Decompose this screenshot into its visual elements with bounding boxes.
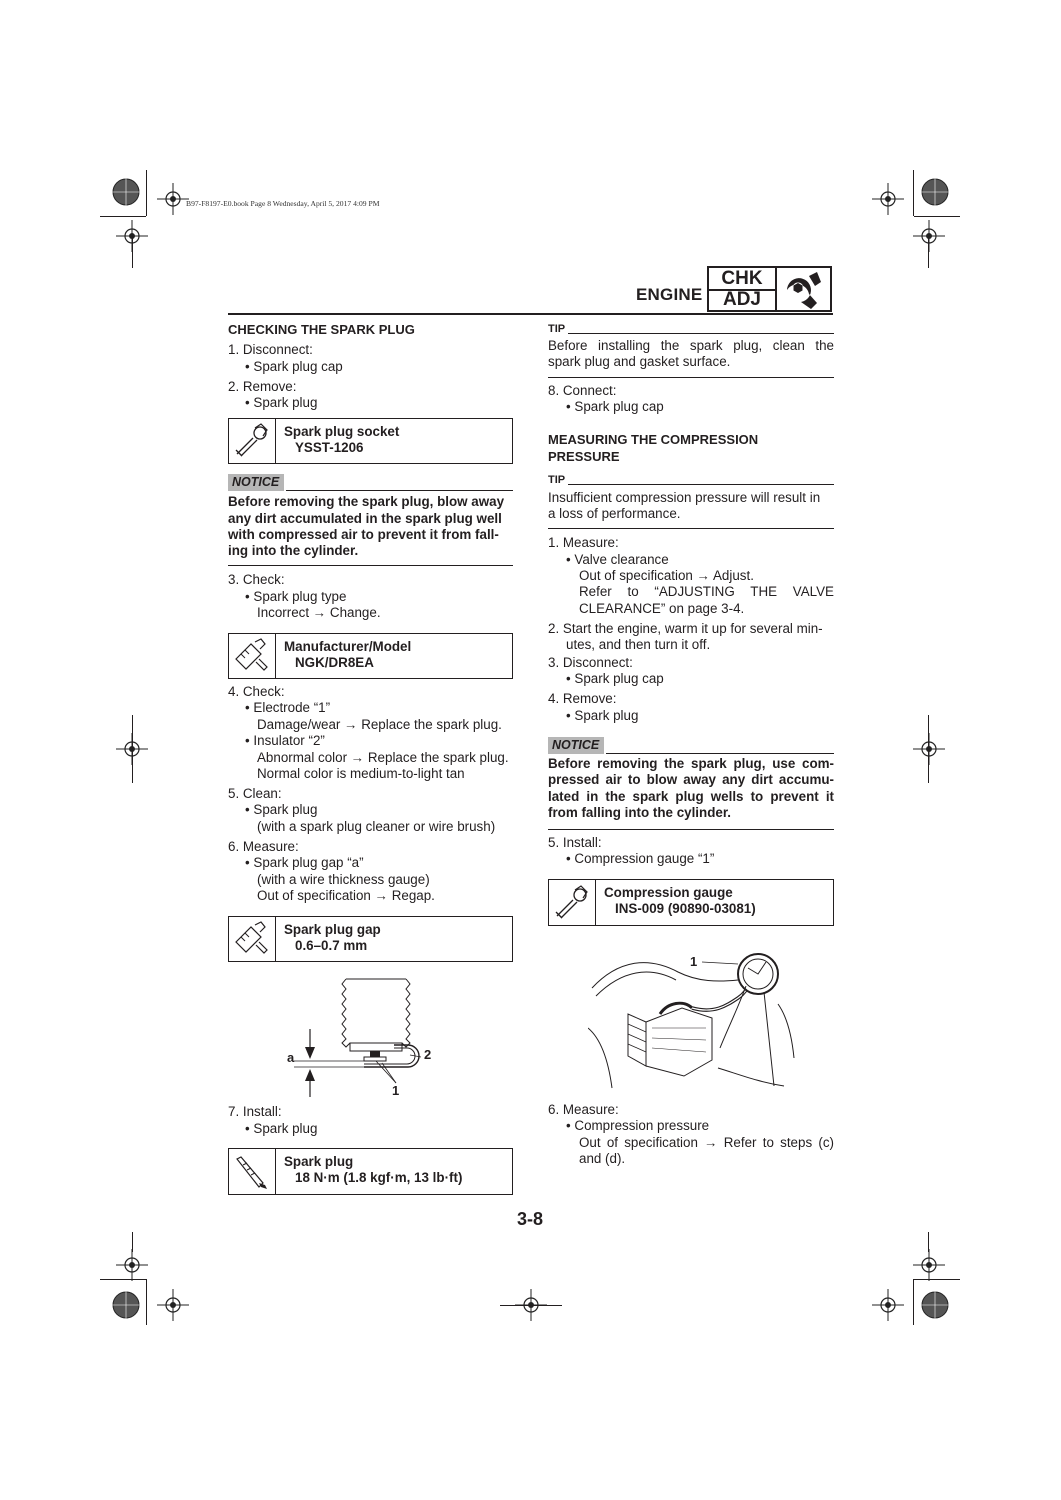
trim-line xyxy=(928,1232,929,1252)
step-5-detail: (with a spark plug cleaner or wire brush) xyxy=(257,819,496,834)
header-rule xyxy=(228,313,833,315)
registration-mark xyxy=(157,1289,189,1321)
notice-line: Before removing the spark plug, use com- xyxy=(548,756,834,771)
step-6-detail: and (d). xyxy=(579,1151,626,1166)
tip-label: TIP xyxy=(548,474,566,486)
registration-mark xyxy=(913,733,945,765)
step-7: 7. Install: xyxy=(228,1104,282,1119)
tip-line: Before installing the spark plug, clean the xyxy=(548,338,834,353)
step-3: 3. Check: xyxy=(228,572,285,587)
notice-header xyxy=(228,474,513,492)
tip-line: Insufficient compression pressure will result in xyxy=(548,490,821,505)
tip-end-rule xyxy=(548,377,834,378)
step-1-detail: CLEARANCE” on page 3-4. xyxy=(579,601,745,616)
compression-gauge-figure xyxy=(588,948,798,1090)
figure-label-2: 2 xyxy=(424,1047,432,1062)
spec-box-gauge xyxy=(548,879,834,926)
spec-value: NGK/DR8EA xyxy=(295,655,374,670)
notice-rule xyxy=(286,490,513,491)
step-6-detail: Out of specification → Regap. xyxy=(257,888,435,903)
tip-label: TIP xyxy=(548,323,566,335)
notice-end-rule xyxy=(228,565,513,566)
tool-icon xyxy=(229,419,276,463)
trim-line xyxy=(928,236,929,268)
tip-header xyxy=(548,321,834,335)
trim-line xyxy=(913,1279,914,1325)
step-3: 3. Disconnect: xyxy=(548,655,633,670)
file-label: B97-F8197-E0.book Page 8 Wednesday, April 5, 2017 4:09 PM xyxy=(186,199,380,208)
step-5-item: • Compression gauge “1” xyxy=(566,851,715,866)
step-1-detail: Refer to “ADJUSTING THE VALVE xyxy=(579,584,834,599)
badge-code-top: CHK xyxy=(709,269,775,291)
trim-line xyxy=(913,170,914,216)
registration-mark xyxy=(913,220,945,252)
spec-value: INS-009 (90890-03081) xyxy=(615,901,756,916)
notice-label: NOTICE xyxy=(228,474,284,491)
step-3-detail: Incorrect → Change. xyxy=(257,605,381,620)
step-5: 5. Clean: xyxy=(228,786,282,801)
badge-code-bottom: ADJ xyxy=(722,289,761,310)
notice-line: Before removing the spark plug, blow away xyxy=(228,494,505,509)
figure-label-1: 1 xyxy=(392,1083,400,1098)
registration-mark-solid xyxy=(110,176,142,208)
step-2-cont: utes, and then turn it off. xyxy=(566,637,711,652)
trim-line xyxy=(928,715,929,783)
tip-rule xyxy=(568,484,834,485)
step-4-detail: Normal color is medium-to-light tan xyxy=(257,766,465,781)
caliper-icon xyxy=(229,917,276,961)
trim-line xyxy=(132,1232,133,1252)
notice-line: from falling into the cylinder. xyxy=(548,805,732,820)
spec-name: Manufacturer/Model xyxy=(284,639,412,654)
step-6: 6. Measure: xyxy=(548,1102,619,1117)
registration-mark xyxy=(116,1249,148,1281)
trim-line xyxy=(146,170,147,216)
step-5: 5. Install: xyxy=(548,835,602,850)
figure-label-1: 1 xyxy=(690,954,698,969)
step-4-detail: Abnormal color → Replace the spark plug. xyxy=(257,750,509,765)
section-heading: MEASURING THE COMPRESSION xyxy=(548,432,759,447)
figure-label-a: a xyxy=(287,1050,295,1065)
spec-box-tool xyxy=(228,418,513,464)
step-1-item: • Valve clearance xyxy=(566,552,669,567)
badge-codes xyxy=(709,268,777,310)
spec-box-torque xyxy=(228,1148,513,1195)
registration-mark xyxy=(913,1249,945,1281)
tip-header xyxy=(548,472,834,486)
section-heading: CHECKING THE SPARK PLUG xyxy=(228,322,415,337)
step-3-item: • Spark plug type xyxy=(245,589,347,604)
step-8-item: • Spark plug cap xyxy=(566,399,664,414)
trim-line xyxy=(146,1279,147,1325)
notice-header xyxy=(548,737,834,755)
registration-mark xyxy=(872,183,904,215)
step-4-item: • Electrode “1” xyxy=(245,700,331,715)
spec-value: 18 N·m (1.8 kgf·m, 13 lb·ft) xyxy=(295,1170,463,1185)
registration-mark xyxy=(157,183,189,215)
step-6-detail: Out of specification → Refer to steps (c) xyxy=(579,1135,834,1150)
caliper-icon xyxy=(229,634,276,678)
step-8: 8. Connect: xyxy=(548,383,617,398)
step-4-item: • Spark plug xyxy=(566,708,639,723)
trim-line xyxy=(914,1279,960,1280)
registration-mark-solid xyxy=(110,1289,142,1321)
tool-icon xyxy=(549,880,596,925)
step-6: 6. Measure: xyxy=(228,839,299,854)
page-number: 3-8 xyxy=(517,1209,544,1229)
step-1: 1. Disconnect: xyxy=(228,342,313,357)
torque-wrench-icon xyxy=(229,1149,276,1194)
step-6-detail: (with a wire thickness gauge) xyxy=(257,872,430,887)
section-title: ENGINE xyxy=(636,285,703,304)
trim-line xyxy=(100,1279,146,1280)
step-6-item: • Spark plug gap “a” xyxy=(245,855,364,870)
notice-end-rule xyxy=(548,829,834,830)
step-4-detail: Damage/wear → Replace the spark plug. xyxy=(257,717,502,732)
tip-line: a loss of performance. xyxy=(548,506,681,521)
notice-label: NOTICE xyxy=(548,737,604,754)
step-2: 2. Remove: xyxy=(228,379,297,394)
notice-line: with compressed air to prevent it from fall- xyxy=(228,527,499,542)
step-6-item: • Compression pressure xyxy=(566,1118,710,1133)
registration-mark xyxy=(872,1289,904,1321)
step-1: 1. Measure: xyxy=(548,535,619,550)
trim-line xyxy=(100,216,146,217)
notice-rule xyxy=(606,753,834,754)
notice-line: pressed air to blow away any dirt accumu- xyxy=(548,772,834,787)
spark-plug-figure xyxy=(280,975,450,1100)
step-4-item: • Insulator “2” xyxy=(245,733,325,748)
tip-end-rule xyxy=(548,528,834,529)
wrench-icon xyxy=(779,270,829,315)
step-1-detail: Out of specification → Adjust. xyxy=(579,568,754,583)
step-3-item: • Spark plug cap xyxy=(566,671,664,686)
step-2-item: • Spark plug xyxy=(245,395,318,410)
tip-rule xyxy=(568,333,834,334)
spec-name: Spark plug gap xyxy=(284,922,381,937)
trim-line xyxy=(132,715,133,783)
spec-name: Compression gauge xyxy=(604,885,733,900)
step-1-item: • Spark plug cap xyxy=(245,359,343,374)
step-7-item: • Spark plug xyxy=(245,1121,318,1136)
step-2: 2. Start the engine, warm it up for several min- xyxy=(548,621,823,636)
trim-line xyxy=(914,216,960,217)
registration-mark-solid xyxy=(919,1289,951,1321)
spec-value: 0.6–0.7 mm xyxy=(295,938,368,953)
spec-name: Spark plug xyxy=(284,1154,354,1169)
step-4: 4. Remove: xyxy=(548,691,617,706)
trim-line xyxy=(500,1305,562,1306)
spec-value: YSST-1206 xyxy=(295,440,364,455)
spec-name: Spark plug socket xyxy=(284,424,400,439)
registration-mark-solid xyxy=(919,176,951,208)
step-5-item: • Spark plug xyxy=(245,802,318,817)
spec-box-gap xyxy=(228,916,513,962)
tip-line: spark plug and gasket surface. xyxy=(548,354,731,369)
spark-plug-drawing xyxy=(280,975,450,1100)
trim-line xyxy=(132,236,133,268)
step-4: 4. Check: xyxy=(228,684,285,699)
notice-line: lated in the spark plug wells to prevent it xyxy=(548,789,834,804)
notice-line: any dirt accumulated in the spark plug well xyxy=(228,511,502,526)
section-heading: PRESSURE xyxy=(548,449,620,464)
notice-line: ing into the cylinder. xyxy=(228,543,359,558)
spec-box-model xyxy=(228,633,513,679)
section-badge xyxy=(707,266,832,312)
